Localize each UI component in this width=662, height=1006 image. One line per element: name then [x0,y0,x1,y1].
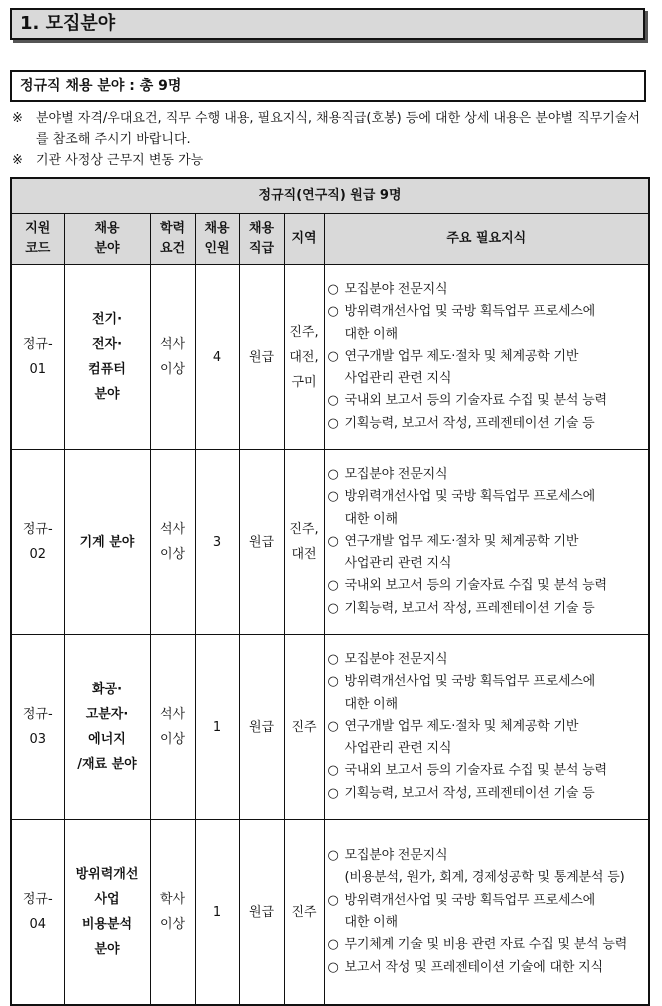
knowledge-item [328,694,645,716]
knowledge-text: 국내외 보고서 등의 기술자료 수집 및 분석 능력 [344,763,607,779]
knowledge-item [328,783,645,805]
cell-education-line: 학사 [159,892,186,907]
cell-field-line: 에너지 [88,732,126,747]
cell-region-line: 진주, [289,522,319,537]
cell-education-line: 석사 [159,522,186,537]
cell-region-line: 구미 [291,374,317,390]
cell-education-line: 석사 [159,707,186,722]
knowledge-item [328,390,645,412]
header-line: 학력 [159,221,186,236]
circle-bullet-icon: ○ [327,959,339,975]
cell-headcount: 1 [195,635,239,820]
knowledge-item [328,575,645,597]
knowledge-text: 기획능력, 보고서 작성, 프레젠테이션 기술 등 [344,415,595,431]
knowledge-item [328,486,645,508]
header-field [64,214,150,265]
cell-knowledge [324,635,649,820]
circle-bullet-icon: ○ [327,763,339,779]
circle-bullet-icon: ○ [327,600,339,616]
knowledge-text: 무기체계 기술 및 비용 관련 자료 수집 및 분석 능력 [344,937,628,953]
circle-bullet-icon: ○ [327,651,339,667]
cell-field-line: 방위력개선 [75,867,139,882]
cell-field-line: 분야 [94,387,120,402]
knowledge-item [328,553,645,575]
knowledge-text: 연구개발 업무 제도·절차 및 체계공학 기반 [344,718,579,734]
cell-knowledge [324,820,649,1006]
note-text: 분야별 자격/우대요건, 직무 수행 내용, 필요지식, 채용직급(호봉) 등에 대한 상세 내용은 분야별 직무기술서를 참조해 주시기 바랍니다. [36,111,640,147]
cell-knowledge [324,265,649,450]
table-row [11,450,649,635]
cell-education [150,820,195,1006]
knowledge-item [328,531,645,553]
cell-grade: 원급 [239,265,284,450]
knowledge-item [328,301,645,323]
knowledge-text: 모집분야 전문지식 [344,281,448,297]
cell-education-line: 이상 [159,917,186,932]
knowledge-text: 모집분야 전문지식 [344,651,448,667]
header-line: 요건 [159,241,186,256]
cell-field [64,635,150,820]
cell-region-line: 진주, [289,324,319,340]
knowledge-item [328,738,645,760]
knowledge-text: 방위력개선사업 및 국방 획득업무 프로세스에 [344,892,596,908]
recruitment-table-wrap [10,177,648,1006]
header-headcount [195,214,239,265]
knowledge-text: 기획능력, 보고서 작성, 프레젠테이션 기술 등 [344,600,595,616]
cell-region-line: 대전 [291,547,317,562]
cell-field-line: 비용분석 [81,917,133,932]
reference-mark-icon: ※ [12,111,23,126]
note-2 [12,150,648,171]
cell-field-line: 기계 분야 [79,534,135,550]
cell-code-line: 04 [29,917,47,932]
circle-bullet-icon: ○ [327,578,339,594]
cell-region-line: 진주 [291,719,317,735]
note-text: 기관 사정상 근무지 변동 가능 [36,153,204,168]
cell-education [150,450,195,635]
cell-region [284,635,324,820]
knowledge-text: 모집분야 전문지식 [344,848,448,864]
header-line: 코드 [25,241,51,256]
knowledge-item [328,509,645,531]
knowledge-text: 대한 이해 [344,511,398,527]
cell-field-line: 고분자· [85,707,129,722]
cell-field [64,450,150,635]
circle-bullet-icon: ○ [327,415,339,431]
cell-headcount: 4 [195,265,239,450]
cell-education-line: 이상 [159,732,186,747]
cell-education [150,635,195,820]
header-line: 채용 [248,221,275,236]
knowledge-text: 방위력개선사업 및 국방 획득업무 프로세스에 [344,489,596,505]
knowledge-text: 대한 이해 [344,915,398,930]
cell-field-line: 전기· [91,312,123,327]
cell-code [11,820,64,1006]
cell-region [284,450,324,635]
cell-field-line: 분야 [94,942,120,957]
knowledge-text: 사업관리 관련 지식 [344,371,452,387]
knowledge-item [328,957,645,979]
knowledge-item [328,867,645,889]
knowledge-text: 국내외 보고서 등의 기술자료 수집 및 분석 능력 [344,578,607,594]
cell-code-line: 01 [29,362,47,377]
knowledge-text: 연구개발 업무 제도·절차 및 체계공학 기반 [344,533,579,549]
table-row [11,820,649,1006]
header-education [150,214,195,265]
cell-code-line: 정규- [22,707,53,722]
header-line: 직급 [248,241,275,256]
cell-code-line: 02 [29,547,47,562]
cell-education-line: 석사 [159,337,186,352]
knowledge-item [328,464,645,486]
cell-education-line: 이상 [159,547,186,562]
circle-bullet-icon: ○ [327,674,339,690]
knowledge-text: 방위력개선사업 및 국방 획득업무 프로세스에 [344,674,596,690]
knowledge-item [328,716,645,738]
cell-code-line: 정규- [22,337,53,352]
knowledge-item [328,912,645,934]
circle-bullet-icon: ○ [327,304,339,320]
header-line: 채용 [94,221,120,236]
recruitment-table [10,177,650,1006]
knowledge-text: (비용분석, 원가, 회계, 경제성공학 및 통계분석 등) [344,870,625,886]
cell-region-line: 대전, [289,349,319,365]
cell-code-line: 정규- [22,522,53,537]
knowledge-text: 모집분야 전문지식 [344,466,448,482]
knowledge-text: 사업관리 관련 지식 [344,556,452,572]
knowledge-item [328,598,645,620]
cell-code-line: 정규- [22,892,53,907]
knowledge-item [328,346,645,368]
cell-field-line: 사업 [94,892,120,907]
cell-field [64,265,150,450]
cell-region [284,820,324,1006]
cell-code [11,265,64,450]
knowledge-item [328,368,645,390]
cell-field-line: /재료 분야 [77,757,137,772]
header-line: 분야 [94,241,120,256]
header-knowledge: 주요 필요지식 [324,214,649,265]
cell-code-line: 03 [29,732,47,747]
cell-region-line: 진주 [291,904,317,920]
cell-code [11,635,64,820]
notes [12,108,648,171]
circle-bullet-icon: ○ [327,718,339,734]
knowledge-text: 대한 이해 [344,326,398,342]
circle-bullet-icon: ○ [327,489,339,505]
table-row [11,265,649,450]
header-grade [239,214,284,265]
knowledge-text: 사업관리 관련 지식 [344,741,452,757]
knowledge-item [328,760,645,782]
header-line: 채용 [204,221,230,236]
section-title: 1. 모집분야 [10,8,645,40]
cell-grade: 원급 [239,820,284,1006]
circle-bullet-icon: ○ [327,785,339,801]
knowledge-item [328,890,645,912]
cell-education-line: 이상 [159,362,186,377]
circle-bullet-icon: ○ [327,937,339,953]
knowledge-item [328,934,645,956]
header-row [11,214,649,265]
circle-bullet-icon: ○ [327,533,339,549]
cell-code [11,450,64,635]
circle-bullet-icon: ○ [327,466,339,482]
cell-field-line: 화공· [91,682,123,697]
knowledge-text: 대한 이해 [344,696,398,712]
table-title: 정규직(연구직) 원급 9명 [11,178,649,214]
knowledge-item [328,413,645,435]
table-row [11,635,649,820]
cell-knowledge [324,450,649,635]
knowledge-item [328,845,645,867]
reference-mark-icon: ※ [12,153,23,168]
cell-headcount: 3 [195,450,239,635]
note-1 [12,108,648,150]
circle-bullet-icon: ○ [327,348,339,364]
knowledge-item [328,324,645,346]
knowledge-text: 연구개발 업무 제도·절차 및 체계공학 기반 [344,348,579,364]
knowledge-text: 국내외 보고서 등의 기술자료 수집 및 분석 능력 [344,393,607,409]
cell-education [150,265,195,450]
knowledge-item [328,649,645,671]
header-code [11,214,64,265]
cell-field-line: 컴퓨터 [88,362,126,377]
knowledge-text: 방위력개선사업 및 국방 획득업무 프로세스에 [344,304,596,320]
cell-field [64,820,150,1006]
knowledge-text: 보고서 작성 및 프레젠테이션 기술에 대한 지식 [344,959,603,975]
circle-bullet-icon: ○ [327,393,339,409]
cell-region [284,265,324,450]
cell-grade: 원급 [239,450,284,635]
knowledge-item [328,279,645,301]
header-line: 지원 [25,221,51,236]
circle-bullet-icon: ○ [327,892,339,908]
header-line: 인원 [204,241,230,256]
circle-bullet-icon: ○ [327,281,339,297]
cell-field-line: 전자· [91,337,123,352]
circle-bullet-icon: ○ [327,848,339,864]
header-region: 지역 [284,214,324,265]
cell-grade: 원급 [239,635,284,820]
cell-headcount: 1 [195,820,239,1006]
knowledge-item [328,671,645,693]
summary-box: 정규직 채용 분야 : 총 9명 [10,70,646,102]
knowledge-text: 기획능력, 보고서 작성, 프레젠테이션 기술 등 [344,785,595,801]
